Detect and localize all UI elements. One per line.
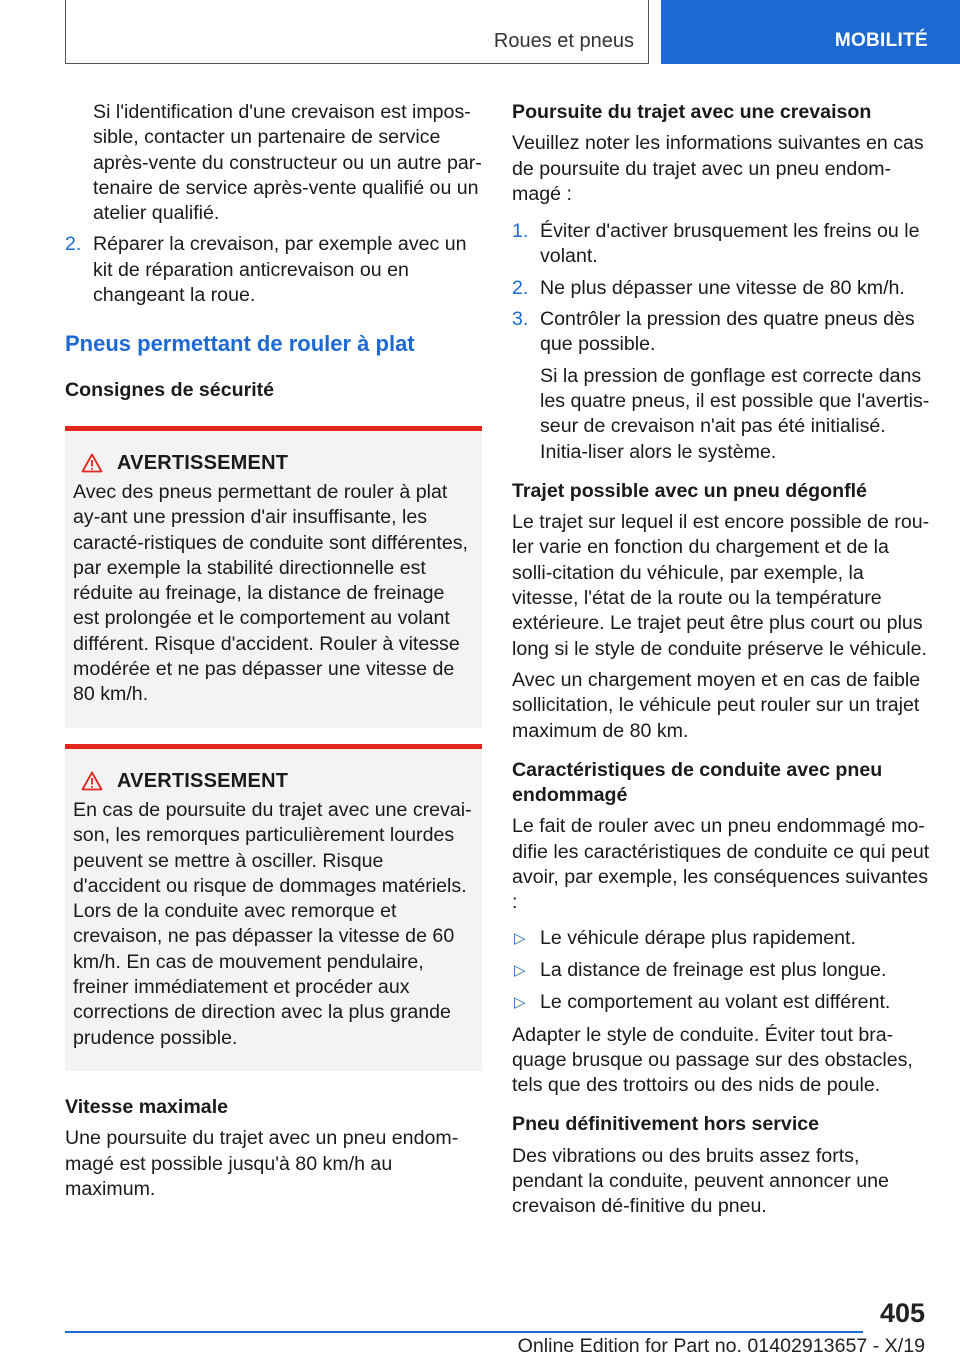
list-item — [512, 307, 930, 358]
deflated-title: Trajet possible avec un pneu dégonflé — [512, 479, 867, 502]
step-number: 1. — [512, 220, 529, 243]
header-section-title: Roues et pneus — [493, 30, 634, 52]
step-number: 2. — [65, 233, 82, 256]
final-text: Des vibrations ou des bruits assez forts, pendant la conduite, peuvent annoncer une crevaison dé-finitive du pneu. — [512, 1144, 889, 1218]
intro-paragraph: Si l'identification d'une crevaison est impos-sible, contacter un partenaire de service après-vente du constructeur ou un autre par-tenaire de service après-vente qualifié ou un atelier qualifié. — [93, 101, 482, 225]
final-title: Pneu définitivement hors service — [512, 1113, 820, 1136]
warning-label: AVERTISSEMENT — [117, 451, 289, 474]
continuation-text: Veuillez noter les informations suivantes en cas de poursuite du trajet avec un pneu endom-magé : — [512, 132, 924, 205]
list-item — [65, 232, 482, 308]
step-number: 2. — [512, 276, 529, 299]
step-text: Ne plus dépasser une vitesse de 80 km/h. — [540, 276, 905, 299]
continuation-title: Poursuite du trajet avec une crevaison — [512, 101, 872, 123]
footer-edition: Online Edition for Part no. 01402913657 - X/19 — [517, 1335, 925, 1357]
triangle-bullet-icon: ▷ — [514, 961, 526, 979]
warning-triangle-icon — [81, 453, 103, 473]
bullet-text: La distance de freinage est plus longue. — [540, 958, 887, 981]
damaged-after-text: Adapter le style de conduite. Éviter tout bra-quage brusque ou passage sur des obstacles, tels que des trottoirs ou des nids de poule. — [512, 1023, 913, 1097]
damaged-text: Le fait de rouler avec un pneu endommagé mo-difie les caractéristiques de conduite ce qui peut avoir, par exemple, les conséquences suivantes : — [512, 815, 930, 914]
list-item — [512, 219, 930, 270]
step-note: Si la pression de gonflage est correcte dans les quatre pneus, il est possible que l'avertis-seur de crevaison n'ait pas été initialisé. Initia-liser alors le système. — [540, 364, 930, 463]
list-item — [512, 276, 930, 301]
warning-label: AVERTISSEMENT — [117, 769, 289, 792]
triangle-bullet-icon: ▷ — [514, 929, 526, 947]
list-item — [512, 926, 930, 951]
step-text: Contrôler la pression des quatre pneus dès que possible. — [540, 308, 915, 356]
deflated-text: Avec un chargement moyen et en cas de faible sollicitation, le véhicule peut rouler sur un trajet maximum de 80 km. — [512, 668, 921, 742]
vmax-title: Vitesse maximale — [65, 1095, 229, 1118]
warning-triangle-icon — [81, 771, 103, 791]
warning-box — [65, 426, 482, 728]
bullet-text: Le comportement au volant est différent. — [540, 991, 891, 1014]
warning-header — [73, 769, 474, 794]
header-section-box — [65, 0, 649, 64]
list-item — [512, 990, 930, 1015]
header-chapter-tab — [661, 0, 960, 64]
warning-box — [65, 744, 482, 1071]
step-number: 3. — [512, 308, 529, 331]
header-chapter-title: MOBILITÉ — [834, 30, 928, 51]
right-column — [512, 100, 930, 1226]
left-column — [65, 100, 482, 1208]
section-title: Pneus permettant de rouler à plat — [65, 331, 415, 357]
step-text: Réparer la crevaison, par exemple avec un kit de réparation anticrevaison ou en changeant la roue. — [93, 233, 467, 307]
bullet-text: Le véhicule dérape plus rapidement. — [540, 926, 856, 949]
page-number: 405 — [879, 1298, 925, 1328]
safety-title: Consignes de sécurité — [65, 379, 275, 402]
vmax-text: Une poursuite du trajet avec un pneu endom-magé est possible jusqu'à 80 km/h au maximum. — [65, 1127, 459, 1200]
warning-text: En cas de poursuite du trajet avec une crevai-son, les remorques particulièrement lourdes peuvent se mettre à osciller. Risque d'accident ou risque de dommages matériels. Lors de la conduite avec remorque et crevaison, ne pas dépasser la vitesse de 60 km/h. En cas de mouvement pendulaire, freiner immédiatement et procéder aux corrections de direction avec la plus grande prudence possible. — [73, 798, 472, 1049]
damaged-title: Caractéristiques de conduite avec pneu endommagé — [512, 758, 883, 807]
deflated-text: Le trajet sur lequel il est encore possible de rou-ler varie en fonction du chargement et de la solli-citation du véhicule, par exemple, la vitesse, l'état de la route ou la température extérieure. Le trajet peut être plus court ou plus long si le style de conduite préserve le véhicule. — [512, 511, 930, 660]
triangle-bullet-icon: ▷ — [514, 994, 526, 1012]
warning-header — [73, 451, 474, 476]
warning-text: Avec des pneus permettant de rouler à plat ay-ant une pression d'air insuffisante, les caracté-ristiques de conduite sont différentes, par exemple la stabilité directionnelle est réduite au freinage, la distance de freinage est prolongée et le comportement au volant différent. Risque d'accident. Rouler à vitesse modérée et ne pas dépasser une vitesse de 80 km/h. — [73, 480, 469, 706]
footer-divider — [65, 1331, 863, 1333]
step-text: Éviter d'activer brusquement les freins ou le volant. — [540, 220, 920, 268]
list-item — [512, 958, 930, 983]
